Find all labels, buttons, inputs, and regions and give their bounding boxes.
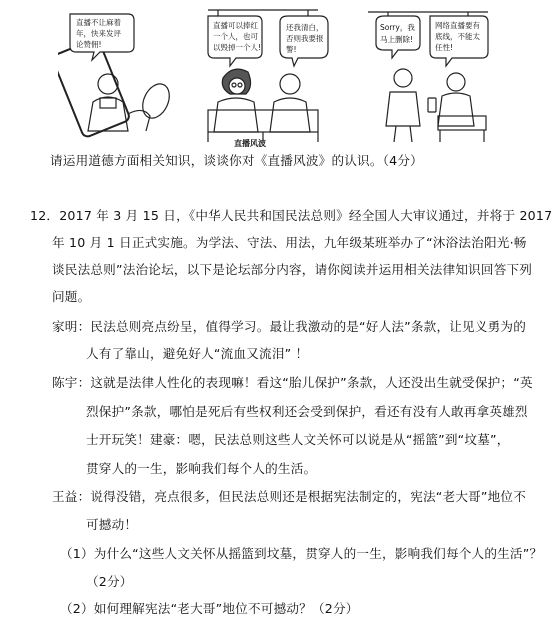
cartoon-panel-1 xyxy=(58,14,174,138)
dialogue-chenyu-2: 烈保护”条款，哪怕是死后有些权利还会受到保护，看还有没有人敢再拿英雄烈 xyxy=(86,404,528,419)
panel1-bubble-line1: 直播不让麻着 xyxy=(76,18,121,27)
cartoon-panel-3 xyxy=(368,12,488,142)
panel3-right-bubble-line1: 网络直播要有 xyxy=(435,21,480,30)
dialogue-chenyu-3: 士开玩笑！建豪：嗯，民法总则这些人文关怀可以说是从“摇篮”到“坟墓”， xyxy=(86,432,510,447)
panel2-right-bubble-line3: 警! xyxy=(286,45,297,54)
panel2-left-bubble-line2: 一个人，也可 xyxy=(213,32,258,41)
dialogue-wangyi-1: 王益：说得没错，亮点很多，但民法总则还是根据宪法制定的，宪法“老大哥”地位不 xyxy=(52,489,527,504)
panel3-left-bubble-line1: Sorry，我 xyxy=(380,23,415,32)
q12-line-4: 问题。 xyxy=(52,289,91,304)
dialogue-jiaming-1: 家明：民法总则亮点纷呈，值得学习。最让我激动的是“好人法”条款，让见义勇为的 xyxy=(52,319,527,334)
panel3-left-bubble-line2: 马上删除! xyxy=(380,35,414,44)
panel3-right-bubble-line3: 任性! xyxy=(435,43,454,52)
panel2-right-bubble-line1: 还我清白， xyxy=(286,23,324,32)
q12-line-3: 谈民法总则”法治论坛，以下是论坛部分内容，请你阅读并运用相关法律知识回答下列 xyxy=(52,262,533,277)
panel1-bubble-line2: 年，快来发评 xyxy=(76,29,121,38)
q12-sub-question-1-score: （2分） xyxy=(86,574,133,589)
cartoon-illustration xyxy=(58,6,498,148)
panel1-bubble-line3: 论赞佣! xyxy=(76,40,102,49)
q12-sub-question-1: （1）为什么“这些人文关怀从摇篮到坟墓，贯穿人的一生，影响我们每个人的生活”？ xyxy=(60,546,543,561)
panel2-left-bubble-line3: 以毁掉一个人! xyxy=(213,43,262,52)
q12-line-2: 年 10 月 1 日正式实施。为学法、守法、用法，九年级某班举办了“沐浴法治阳光·畅 xyxy=(52,235,527,250)
panel3-right-bubble-line2: 底线，不能太 xyxy=(435,32,480,41)
cartoon-caption: 直播风波 xyxy=(234,139,266,148)
q12-line-1: 12．2017 年 3 月 15 日，《中华人民共和国民法总则》经全国人大审议通过，并将于 2017 xyxy=(30,208,553,223)
q12-sub-question-2: （2）如何理解宪法“老大哥”地位不可撼动？（2分） xyxy=(60,601,359,616)
dialogue-chenyu-1: 陈宇：这就是法律人性化的表现嘛！看这“胎儿保护”条款，人还没出生就受保护；“英 xyxy=(52,375,533,390)
panel2-right-bubble-line2: 否则我要报 xyxy=(286,34,324,43)
panel2-left-bubble-line1: 直播可以捧红 xyxy=(213,21,258,30)
dialogue-wangyi-2: 可撼动！ xyxy=(86,517,138,532)
dialogue-jiaming-2: 人有了靠山，避免好人“流血又流泪” ！ xyxy=(86,346,309,361)
cartoon-panel-2 xyxy=(208,10,328,142)
dialogue-jianhao: 贯穿人的一生，影响我们每个人的生活。 xyxy=(86,461,317,476)
q11-prompt: 请运用道德方面相关知识，谈谈你对《直播风波》的认识。（4分） xyxy=(50,153,423,168)
